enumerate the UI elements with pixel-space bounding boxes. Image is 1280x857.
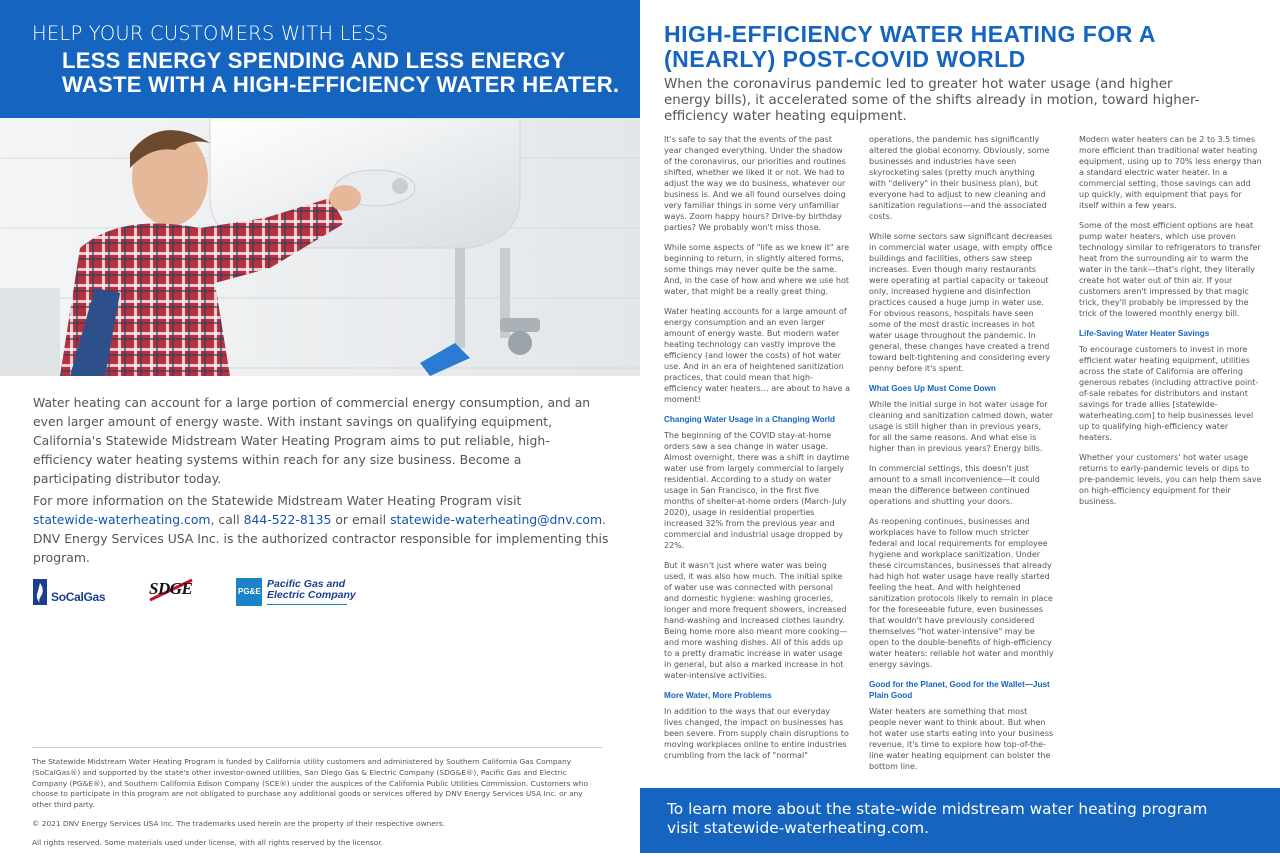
section-heading: Good for the Planet, Good for the Wallet—Just Plain Good <box>869 680 1050 700</box>
pge-line1: Pacific Gas and <box>267 578 346 590</box>
socalgas-wordmark: SoCalGas <box>51 590 106 604</box>
website-link[interactable]: statewide-waterheating.com <box>33 512 211 527</box>
pge-rule <box>267 604 347 605</box>
paragraph: The beginning of the COVID stay-at-home orders saw a sea change in water usage. Almost overnight, there was a shift in daytime water use from largely commercial to largely residential. According to a study on water usage in San Francisco, in the first five months of shelter-at-home orders (March-July 2020), usage in residential properties increased 32% from the previous year and commercial and industrial usage dropped by 22%. <box>664 431 850 550</box>
section-heading: What Goes Up Must Come Down <box>869 384 996 393</box>
contact-details <box>33 510 613 529</box>
cta-text[interactable]: To learn more about the state-wide midstream water heating program visit statewide-waterheating.com. <box>667 800 1208 837</box>
paragraph: Whether your customers' hot water usage returns to early-pandemic levels or dips to pre-pandemic levels, you can help them save on high-efficiency equipment for their business. <box>1079 453 1262 506</box>
pge-line2: Electric Company <box>267 589 356 601</box>
article-subtitle: When the coronavirus pandemic led to greater hot water usage (and higher energy bills), it accelerated some of the shifts already in motion, toward higher-efficiency water heating equipment. <box>664 77 1200 124</box>
email-link[interactable]: statewide-waterheating@dnv.com <box>390 512 603 527</box>
paragraph: operations, the pandemic has significantly altered the global economy. Obviously, some businesses and industries have seen skyrocketing sales (pretty much anything with "delivery" in their business plan), but everyone had to adjust to new cleaning and sanitization regulations—and the associated costs. <box>869 135 1050 221</box>
rights-notice: All rights reserved. Some materials used under license, with all rights reserved by the licensor. <box>32 837 383 847</box>
paragraph: While the initial surge in hot water usage for cleaning and sanitization calmed down, water usage is still higher than in previous years, for all the same reasons. And what else is higher than in previous years? Energy bills. <box>869 400 1054 453</box>
pge-logo <box>236 576 356 608</box>
article-column-2 <box>869 134 1054 781</box>
article-title: HIGH-EFFICIENCY WATER HEATING FOR A (NEARLY) POST-COVID WORLD <box>664 21 1156 72</box>
paragraph: But it wasn't just where water was being used, it was also how much. The initial spike of water use was connected with personal and domestic hygiene: washing groceries, longer and more frequent showers, increased hand-washing and increased clothes laundry. Being home more also meant more cooking—and more washing dishes. All of this adds up to a pretty dramatic increase in water usage in general, but also a marked increase in hot water-intensive activities. <box>664 561 848 680</box>
paragraph: Water heating accounts for a large amount of energy consumption and an even larger amount of energy waste. But modern water heating technology can vastly improve the efficiency (and lower the costs) of hot water use. And in an era of heightened sanitization practices, that could mean that high-efficiency water heaters… are about to have a moment! <box>664 307 850 404</box>
section-heading: Changing Water Usage in a Changing World <box>664 415 836 424</box>
legal-paragraph: The Statewide Midstream Water Heating Program is funded by California utility customers and administered by Southern California Gas Company (SoCalGas®) and supported by the state's other investor-owned utilities, San Diego Gas & Electric Company (SDG&E®), Pacific Gas and Electric Company (PG&E®), and Southern California Edison Company (SCE®) under the auspices of the California Public Utilities Commission. Customers who choose to participate in this program are not obligated to purchase any additional goods or services offered by DNV Energy Services USA Inc. or any other third party. <box>32 757 589 810</box>
pge-mark-text: PG&E <box>238 587 261 596</box>
paragraph: Modern water heaters can be 2 to 3.5 times more efficient than traditional water heating equipment, using up to 70% less energy than a standard electric water heater. In a commercial setting, those savings can add up quickly, with equipment that pays for itself within a few years. <box>1079 135 1262 210</box>
banner-title: LESS ENERGY SPENDING AND LESS ENERGY WASTE WITH A HIGH-EFFICIENCY WATER HEATER. <box>62 48 620 97</box>
email-suffix: . <box>602 512 606 527</box>
call-prefix: , call <box>210 512 244 527</box>
paragraph: To encourage customers to invest in more efficient water heating equipment, utilities across the state of California are offering generous rebates (including attractive point-of-sale rebates for distributors and instant savings for trade allies [statewide-waterheating.com] to help businesses level up to qualifying high-efficiency water heaters. <box>1079 345 1259 442</box>
article-column-1 <box>664 134 850 770</box>
pge-mark-icon <box>236 578 262 606</box>
pge-wordmark <box>267 579 356 601</box>
intro-paragraph: Water heating can account for a large portion of commercial energy consumption, and an even larger amount of energy waste. With instant savings on qualifying equipment, California's Statewide Midstream Water Heating Program aims to put reliable, high-efficiency water heating systems within reach for any size business. Become a participating distributor today. <box>33 395 591 486</box>
phone-link[interactable]: 844-522-8135 <box>243 512 332 527</box>
article-column-3 <box>1079 134 1263 516</box>
left-header-banner <box>0 0 640 118</box>
paragraph: While some aspects of "life as we knew it" are beginning to return, in slightly altered forms, some things may never quite be the same. And, in the case of how and where we use hot water, that might be a really great thing. <box>664 243 850 296</box>
paragraph: Water heaters are something that most people never want to think about. But when hot water use starts eating into your business revenue, it's time to explore how top-of-the-line water heating equipment can bolster the bottom line. <box>869 707 1054 771</box>
contact-block <box>33 491 613 567</box>
paragraph: As reopening continues, businesses and workplaces have to follow much stricter federal and local requirements for employee hygiene and workplace sanitization. Under these circumstances, businesses that already had high hot water usage have really started feeling the heat. And with heightened sanitization protocols likely to remain in place for the foreseeable future, even businesses that wouldn't have previously considered themselves "hot water-intensive" may be open to the double-benefits of high-efficiency water heaters: reliable hot water and monthly energy savings. <box>869 517 1054 669</box>
paragraph: It's safe to say that the events of the past year changed everything. Under the shadow of the coronavirus, our priorities and routines shifted, whether we liked it or not. We had to adjust the way we do business, whatever our business is. And we all found ourselves doing very familiar things in some very unfamiliar ways. Zoom happy hours? Drive-by birthday parties? We probably won't miss those. <box>664 135 846 232</box>
contractor-line: DNV Energy Services USA Inc. is the authorized contractor responsible for implementing this program. <box>33 531 609 565</box>
socalgas-logo <box>33 576 113 608</box>
paragraph: In addition to the ways that our everyday lives changed, the impact on businesses has been severe. From supply chain disruptions to moving workplaces online to entire industries crumbling from the lack of "normal" <box>664 707 849 760</box>
section-heading: More Water, More Problems <box>664 691 772 700</box>
cta-banner <box>640 788 1280 853</box>
sdge-wordmark: SDGE <box>149 579 193 598</box>
section-heading: Life-Saving Water Heater Savings <box>1079 329 1210 338</box>
paragraph: In commercial settings, this doesn't just amount to a small inconvenience—it could mean the difference between continued operations and shutting your doors. <box>869 464 1040 506</box>
paragraph: While some sectors saw significant decreases in commercial water usage, with empty office buildings and facilities, others saw steep increases. Even though many restaurants were operating at partial capacity or takeout only, increased hygiene and disinfection practices caused a huge jump in water use. For obvious reasons, hospitals have seen some of the most drastic increases in hot water usage throughout the pandemic. In general, these changes have created a trend toward belt-tightening and considering every penny before it's spent. <box>869 232 1053 373</box>
sdge-logo <box>148 576 194 604</box>
legal-footer <box>32 747 602 857</box>
email-prefix: or email <box>331 512 391 527</box>
copyright: © 2021 DNV Energy Services USA Inc. The trademarks used herein are the property of their respective owners. <box>32 818 446 828</box>
paragraph: Some of the most efficient options are heat pump water heaters, which use proven technology similar to refrigerators to transfer heat from the surrounding air to warm the water in the tank—that's right, they literally create hot water out of thin air. If your customers aren't impressed by that magic trick, they'll probably be impressed by the trick of the lowered monthly energy bill. <box>1079 221 1261 318</box>
banner-kicker: HELP YOUR CUSTOMERS WITH LESS <box>32 22 389 45</box>
hero-photo <box>0 118 640 376</box>
water-heater-illustration <box>0 118 640 376</box>
contact-line: For more information on the Statewide Midstream Water Heating Program visit <box>33 493 522 508</box>
